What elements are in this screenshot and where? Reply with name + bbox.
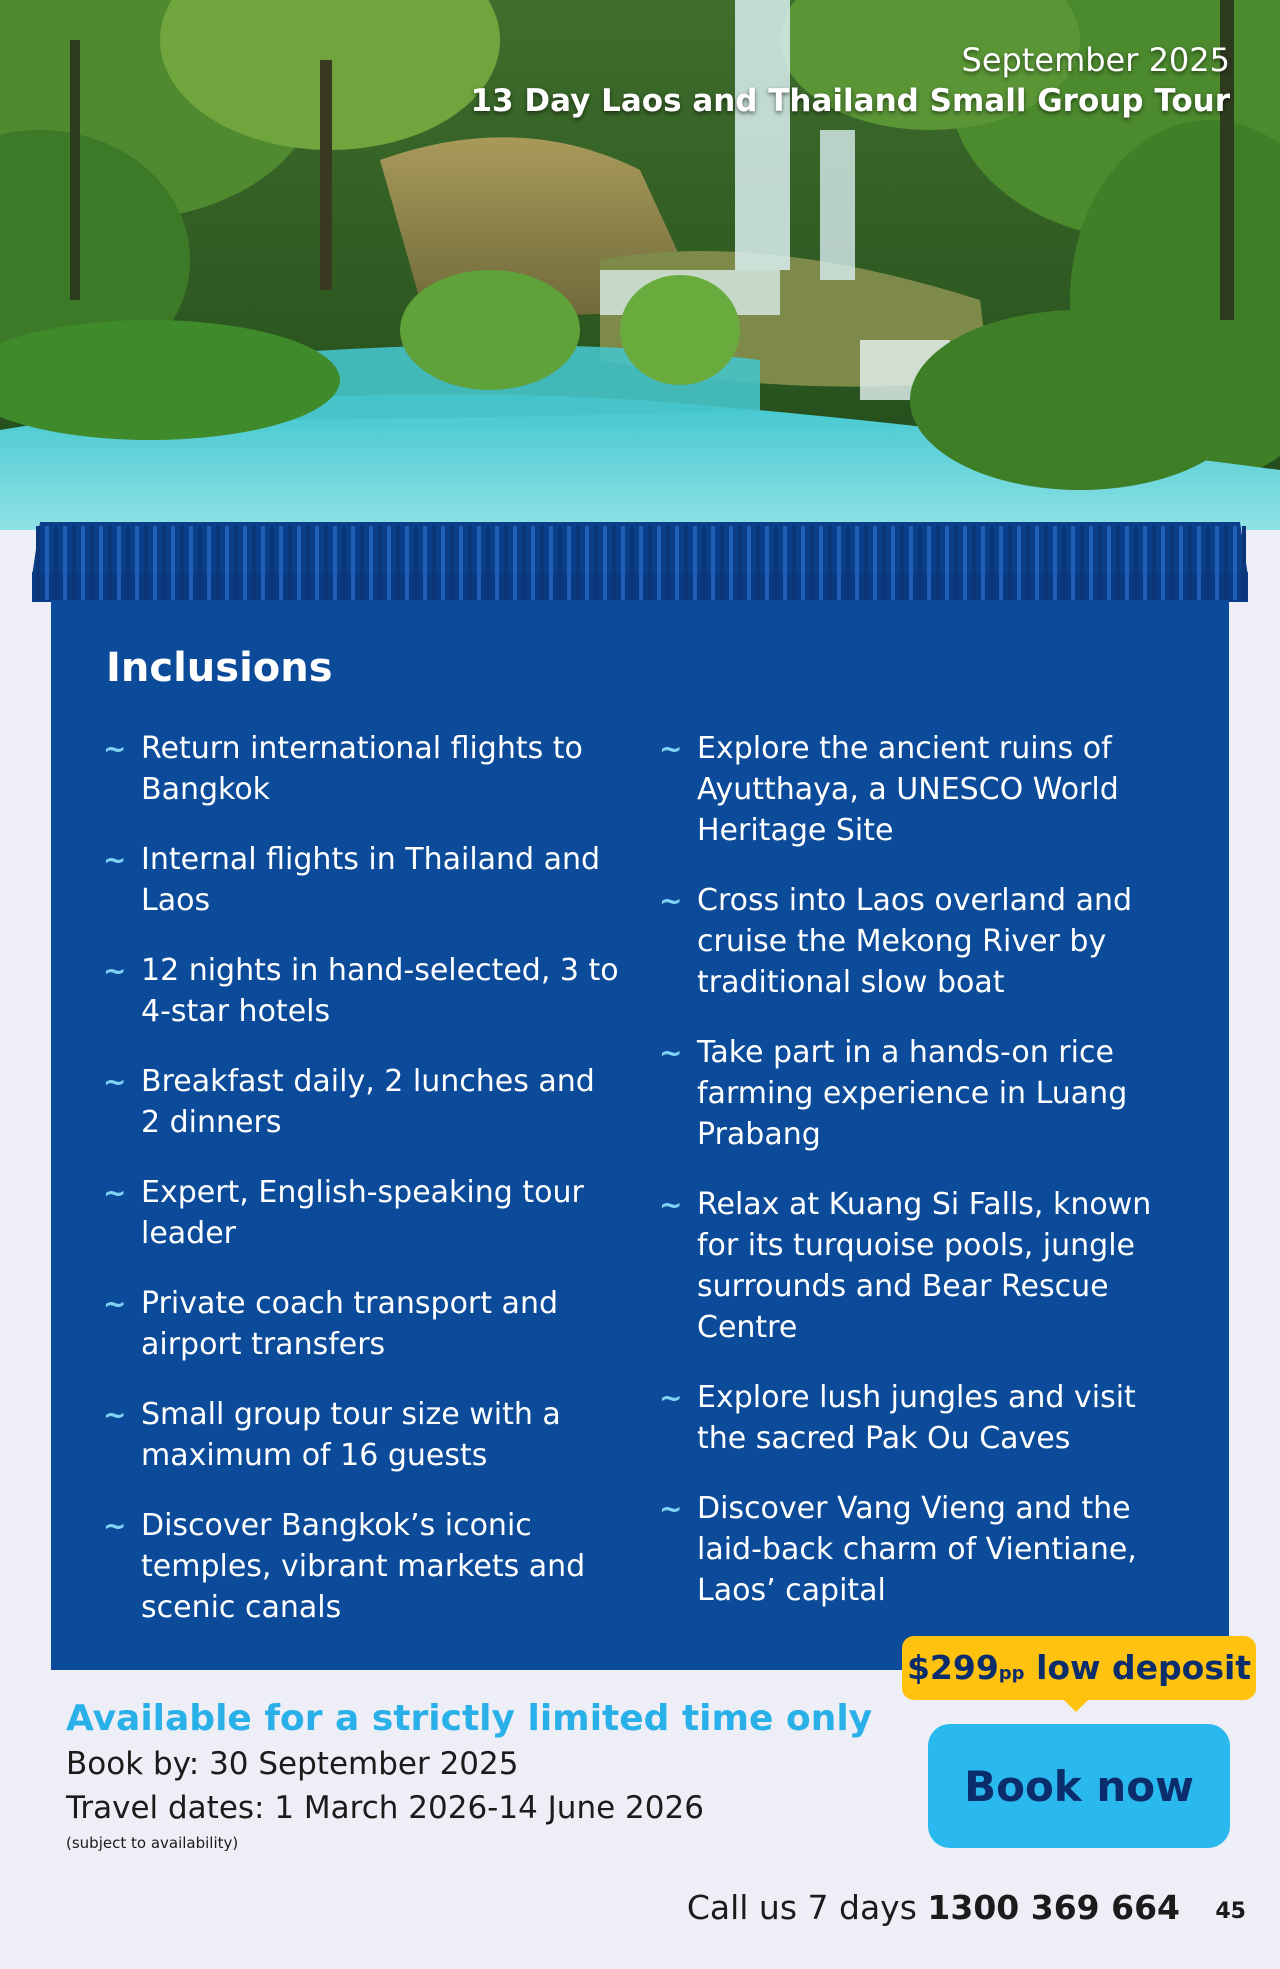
bullet-tilde-icon: ~	[103, 1287, 127, 1320]
bullet-tilde-icon: ~	[659, 1036, 683, 1069]
bullet-tilde-icon: ~	[103, 1509, 127, 1542]
inclusion-text: Take part in a hands-on rice farming experience in Luang Prabang	[697, 1035, 1128, 1152]
inclusions-panel	[51, 600, 1229, 1670]
page-number: 45	[1215, 1899, 1246, 1924]
inclusion-item	[103, 839, 623, 921]
inclusions-list-left	[103, 728, 623, 1657]
inclusion-item	[103, 1283, 623, 1365]
bullet-tilde-icon: ~	[659, 1492, 683, 1525]
inclusion-text: Small group tour size with a maximum of 16 guests	[141, 1397, 561, 1473]
badge-pointer	[1062, 1698, 1090, 1712]
book-by-date: Book by: 30 September 2025	[66, 1746, 519, 1782]
call-us-text: Call us 7 days	[686, 1888, 917, 1927]
inclusion-text: Return international flights to Bangkok	[141, 731, 583, 807]
curtain-valance-decoration	[30, 514, 1250, 614]
travel-dates: Travel dates: 1 March 2026-14 June 2026	[66, 1790, 704, 1826]
tour-date: September 2025	[961, 41, 1230, 79]
bullet-tilde-icon: ~	[659, 732, 683, 765]
inclusion-text: Relax at Kuang Si Falls, known for its turquoise pools, jungle surrounds and Bear Rescue Centre	[697, 1187, 1152, 1345]
inclusion-item	[659, 880, 1179, 1003]
inclusion-item	[103, 950, 623, 1032]
inclusions-list-right	[659, 728, 1179, 1640]
inclusion-text: Explore the ancient ruins of Ayutthaya, a UNESCO World Heritage Site	[697, 731, 1119, 848]
inclusion-text: Cross into Laos overland and cruise the Mekong River by traditional slow boat	[697, 883, 1133, 1000]
inclusion-text: Expert, English-speaking tour leader	[141, 1175, 584, 1251]
inclusion-item	[103, 1394, 623, 1476]
inclusion-item	[659, 728, 1179, 851]
inclusion-text: Discover Bangkok’s iconic temples, vibrant markets and scenic canals	[141, 1508, 586, 1625]
book-now-button[interactable]: Book now	[928, 1724, 1230, 1848]
inclusion-item	[103, 1505, 623, 1628]
bullet-tilde-icon: ~	[659, 1381, 683, 1414]
hero-image	[0, 0, 1280, 530]
bullet-tilde-icon: ~	[659, 1188, 683, 1221]
phone-number[interactable]: 1300 369 664	[927, 1888, 1180, 1927]
call-us-line	[687, 1884, 1180, 1932]
bullet-tilde-icon: ~	[103, 732, 127, 765]
inclusions-title: Inclusions	[106, 645, 333, 691]
bullet-tilde-icon: ~	[103, 843, 127, 876]
low-deposit-badge	[902, 1636, 1256, 1700]
inclusion-text: Internal flights in Thailand and Laos	[141, 842, 601, 918]
inclusion-text: Explore lush jungles and visit the sacred Pak Ou Caves	[697, 1380, 1136, 1456]
inclusion-text: 12 nights in hand-selected, 3 to 4-star hotels	[141, 953, 619, 1029]
bullet-tilde-icon: ~	[659, 884, 683, 917]
inclusion-item	[659, 1032, 1179, 1155]
inclusion-item	[103, 1172, 623, 1254]
inclusion-text: Discover Vang Vieng and the laid-back charm of Vientiane, Laos’ capital	[697, 1491, 1137, 1608]
bullet-tilde-icon: ~	[103, 1065, 127, 1098]
hero-title-block	[470, 40, 1230, 122]
deposit-unit: pp	[998, 1663, 1025, 1684]
bullet-tilde-icon: ~	[103, 954, 127, 987]
bullet-tilde-icon: ~	[103, 1176, 127, 1209]
availability-headline: Available for a strictly limited time only	[66, 1698, 873, 1739]
inclusion-item	[103, 728, 623, 810]
inclusion-text: Breakfast daily, 2 lunches and 2 dinners	[141, 1064, 595, 1140]
availability-note: (subject to availability)	[66, 1834, 239, 1852]
inclusion-item	[659, 1184, 1179, 1348]
deposit-label: low deposit	[1036, 1648, 1252, 1687]
inclusion-text: Private coach transport and airport transfers	[141, 1286, 558, 1362]
bullet-tilde-icon: ~	[103, 1398, 127, 1431]
inclusion-item	[103, 1061, 623, 1143]
tour-name: 13 Day Laos and Thailand Small Group Tour	[470, 83, 1230, 119]
deposit-amount: $299	[906, 1648, 999, 1687]
inclusion-item	[659, 1377, 1179, 1459]
inclusion-item	[659, 1488, 1179, 1611]
